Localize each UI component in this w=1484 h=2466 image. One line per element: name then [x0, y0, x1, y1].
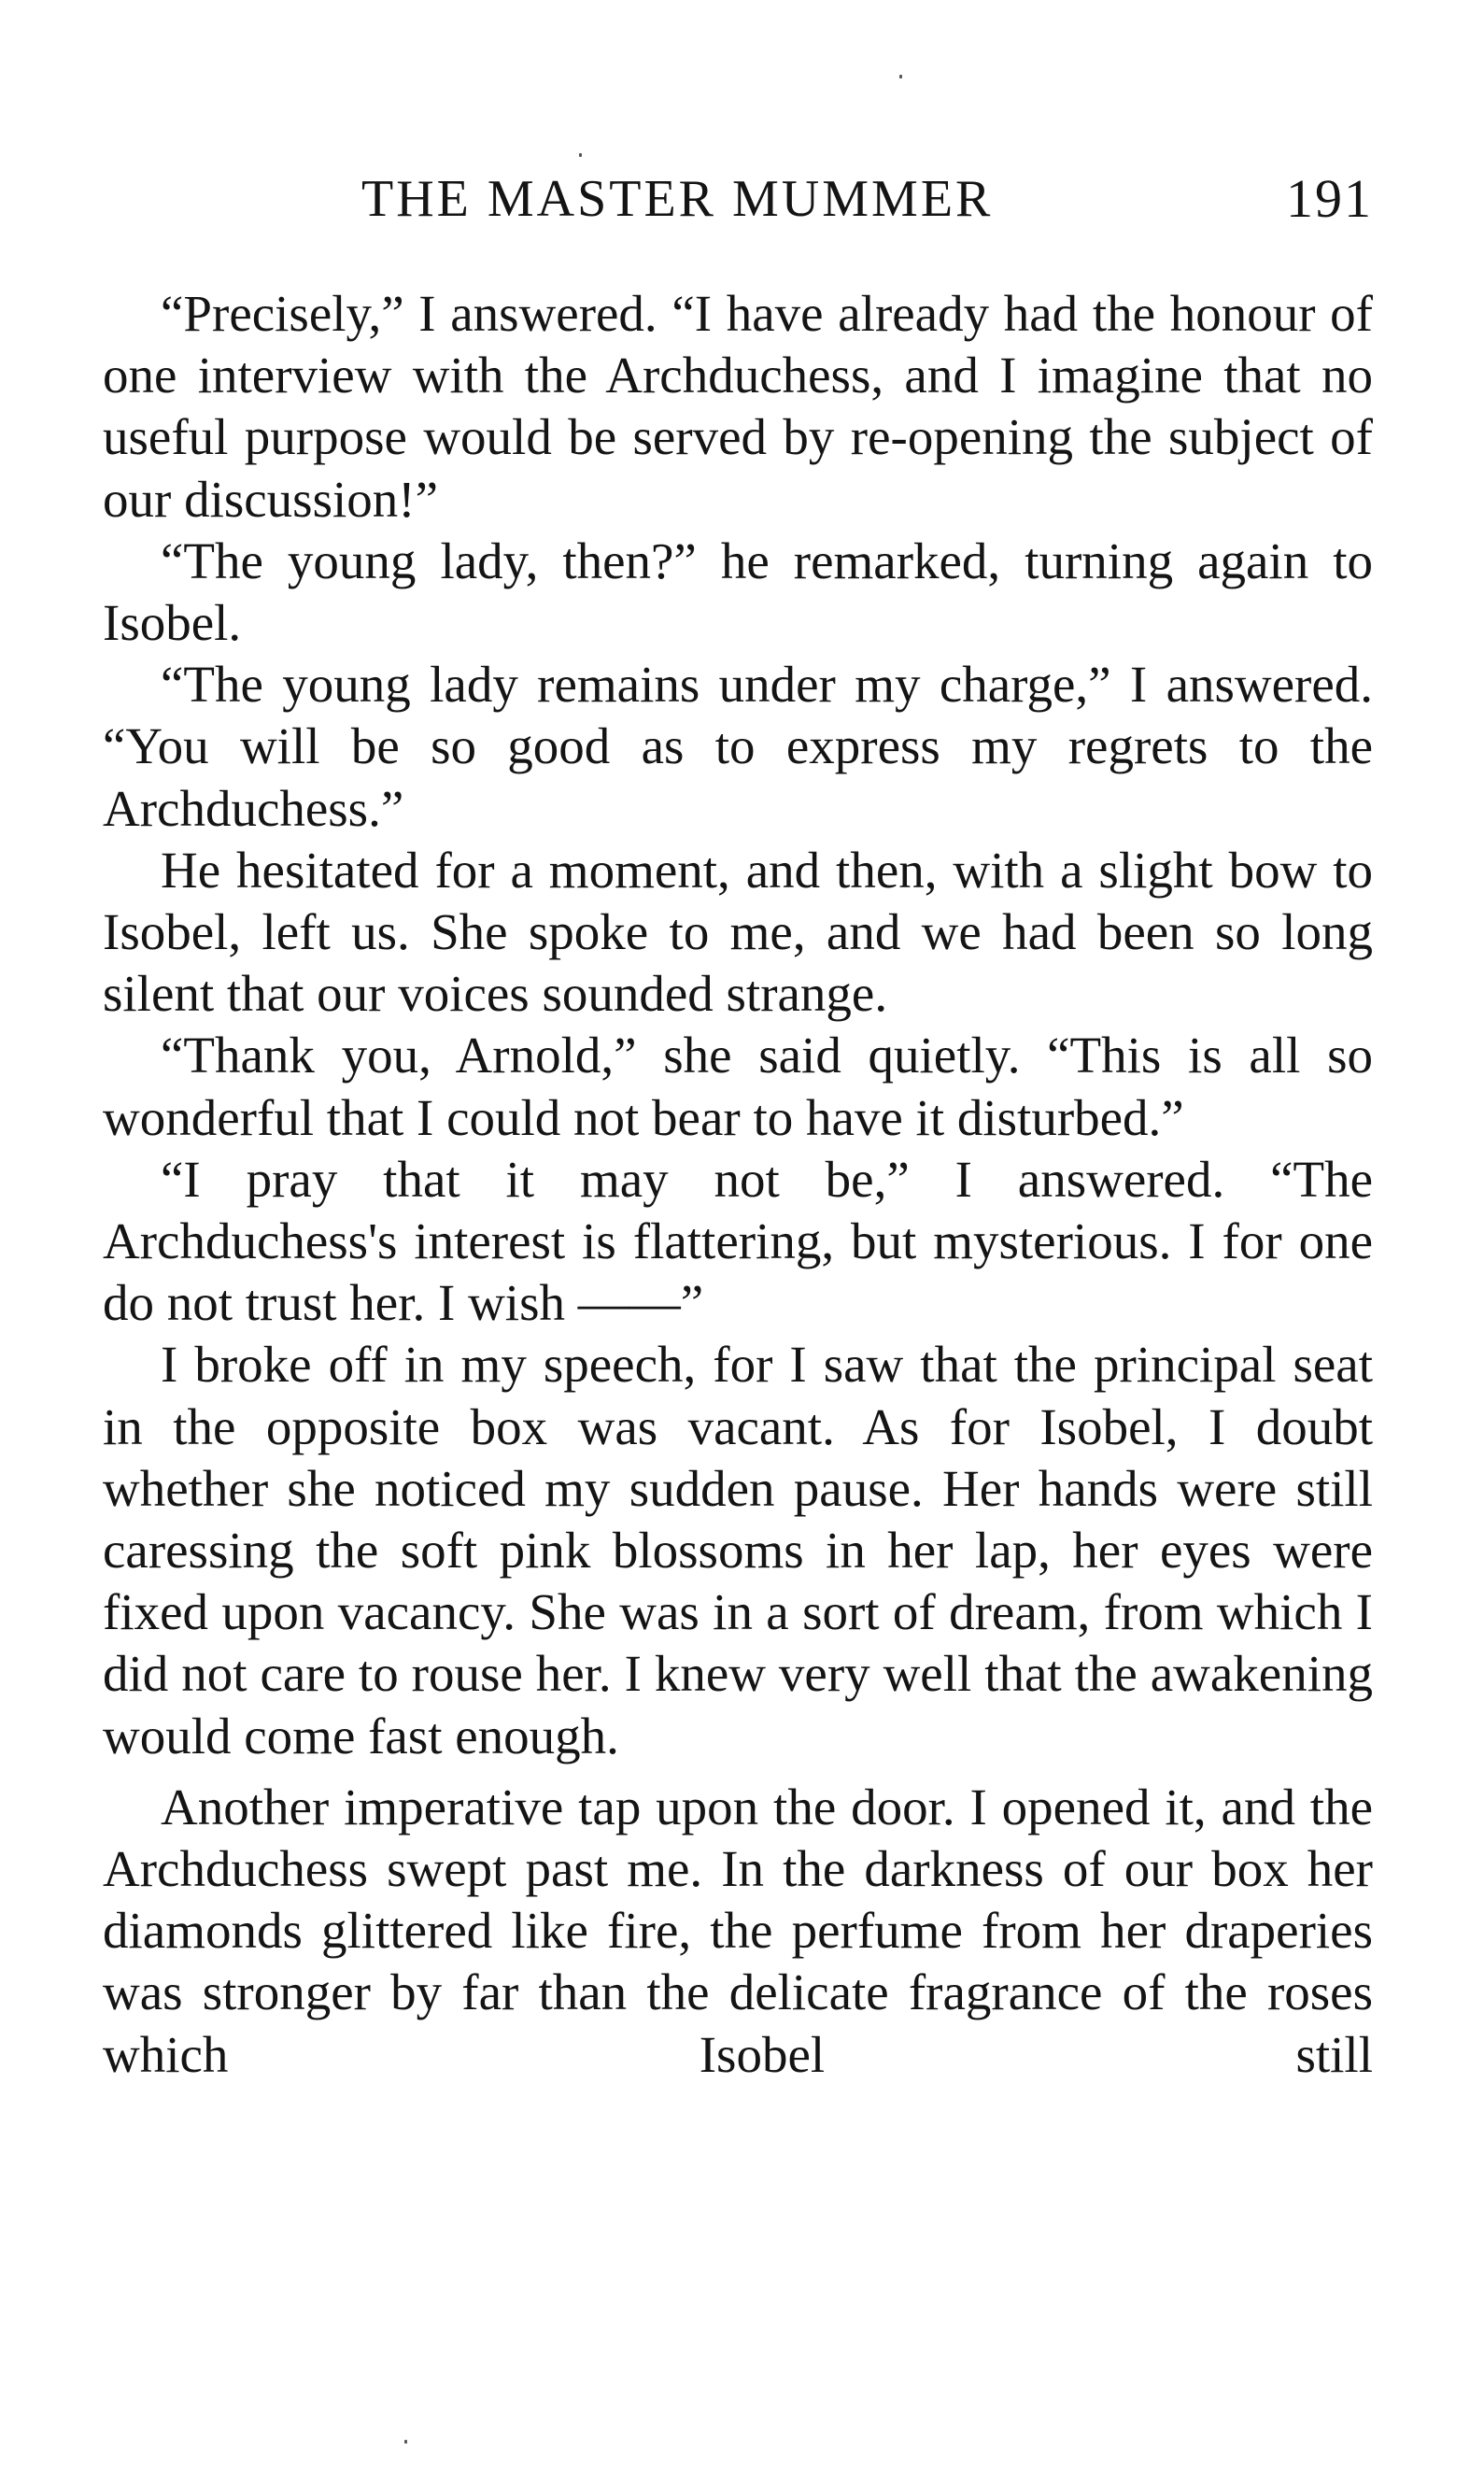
- text-body: [103, 283, 1373, 2086]
- paragraph-young-lady-then: “The young lady, then?” he remarked, turning again to Isobel.: [103, 531, 1373, 652]
- paragraph-he-hesitated: He hesitated for a moment, and then, with a slight bow to Isobel, left us. She spoke to me, and we had been so long silent that our voices sounded strange.: [103, 841, 1373, 1023]
- page-number: 191: [1286, 168, 1373, 229]
- print-speck: [579, 153, 582, 157]
- print-speck: [899, 75, 902, 78]
- paragraph-i-broke-off: I broke off in my speech, for I saw that the principal seat in the opposite box was vacant. As for Isobel, I doubt whether she noticed my sudden pause. Her hands were still caressing the soft pink blossoms in her lap, her eyes were fixed upon vacancy. She was in a sort of dream, from which I did not care to rouse her. I knew very well that the awakening would come fast enough.: [103, 1336, 1373, 1764]
- paragraph-another-tap: Another imperative tap upon the door. I opened it, and the Archduchess swept past me. In the darkness of our box her diamonds glittered like fire, the perfume from her draperies was stronger by far than the delicate fragrance of the roses which Isobel still: [103, 1778, 1373, 2083]
- running-header: [103, 166, 1373, 232]
- paragraph-i-pray: “I pray that it may not be,” I answered. “The Archduchess's interest is flattering, but mysterious. I for one do not trust her. I wish ——”: [103, 1150, 1373, 1332]
- running-title: THE MASTER MUMMER: [361, 170, 994, 228]
- paragraph-precisely: “Precisely,” I answered. “I have already had the honour of one interview with the Archduchess, and I imagine that no useful purpose would be served by re-opening the subject of our discussion!”: [103, 285, 1373, 528]
- paragraph-remains-in-charge: “The young lady remains under my charge,” I answered. “You will be so good as to express my regrets to the Archduchess.”: [103, 656, 1373, 837]
- print-speck: [404, 2440, 407, 2444]
- paragraph-thank-you-arnold: “Thank you, Arnold,” she said quietly. “This is all so wonderful that I could not bear to have it disturbed.”: [103, 1027, 1373, 1146]
